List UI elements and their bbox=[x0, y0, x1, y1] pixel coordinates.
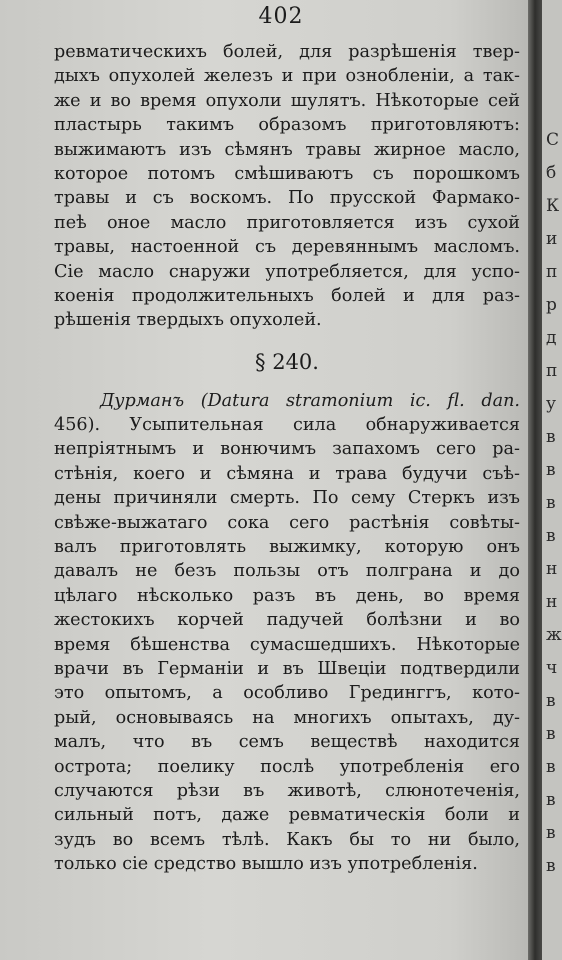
paragraph-2-line: жестокихъ корчей падучей болѣзни и во bbox=[54, 610, 520, 631]
next-page-char: в bbox=[546, 526, 556, 546]
paragraph-1-line: пеѣ оное масло приготовляется изъ сухой bbox=[54, 212, 520, 233]
paragraph-2-line: время бѣшенства сумасшедшихъ. Нѣкоторые bbox=[54, 634, 520, 655]
next-page-char: и bbox=[546, 229, 558, 249]
paragraph-1-line: рѣшенія твердыхъ опухолей. bbox=[54, 310, 322, 331]
next-page-char: ч bbox=[546, 658, 558, 678]
next-page-char: д bbox=[546, 328, 557, 348]
next-page-char: в bbox=[546, 856, 556, 876]
paragraph-2-line: валъ приготовлять выжимку, которую онъ bbox=[54, 537, 520, 558]
paragraph-2-line: это опытомъ, а особливо Грединггъ, кото- bbox=[54, 683, 520, 704]
paragraph-1-line: пластырь такимъ образомъ приготовляютъ: bbox=[54, 115, 520, 136]
paragraph-1-line: ревматическихъ болей, для разрѣшенія твер- bbox=[54, 42, 520, 62]
next-page-char: в bbox=[546, 691, 556, 711]
next-page-char: б bbox=[546, 163, 557, 183]
next-page-char: н bbox=[546, 592, 558, 612]
next-page-char: в bbox=[546, 427, 556, 447]
paragraph-2-line: зудъ во всемъ тѣлѣ. Какъ бы то ни было, bbox=[54, 829, 520, 850]
paragraph-2 bbox=[54, 413, 520, 876]
page-number: 402 bbox=[258, 4, 304, 29]
paragraph-2-line: сильный потъ, даже ревматическія боли и bbox=[54, 805, 520, 826]
paragraph-1-line: травы, настоенной съ деревяннымъ масломъ. bbox=[54, 237, 520, 258]
paragraph-1-line: которое потомъ смѣшиваютъ съ порошкомъ bbox=[54, 163, 520, 184]
paragraph-2-line: острота; поелику послѣ употребленія его bbox=[54, 756, 520, 777]
next-page-char: в bbox=[546, 790, 556, 810]
paragraph-2-line: цѣлаго нѣсколько разъ въ день, во время bbox=[54, 585, 520, 606]
paragraph-2-line: 456). Усыпительная сила обнаруживается bbox=[54, 415, 520, 436]
book-gutter bbox=[528, 0, 542, 960]
term-heading: Дурманъ (Datura stramonium ic. fl. dan. bbox=[100, 390, 520, 411]
paragraph-2-line: только сіе средство вышло изъ употребленія. bbox=[54, 854, 478, 875]
paragraph-1-line: же и во время опухоли шулятъ. Нѣкоторые сей bbox=[54, 90, 520, 111]
paragraph-2-line: рый, основываясь на многихъ опытахъ, ду- bbox=[54, 707, 520, 728]
paragraph-1-line: коенія продолжительныхъ болей и для раз- bbox=[54, 285, 520, 306]
paragraph-2-line: свѣже-выжатаго сока сего растѣнія совѣты- bbox=[54, 512, 520, 533]
paragraph-2-line: давалъ не безъ пользы отъ полграна и до bbox=[54, 561, 520, 582]
next-page-char: в bbox=[546, 493, 556, 513]
paragraph-2-line: дены причиняли смерть. По сему Стеркъ изъ bbox=[54, 488, 520, 509]
paragraph-2-first-line bbox=[54, 389, 520, 413]
paragraph-1-line: дыхъ опухолей железъ и при ознобленіи, а так- bbox=[54, 66, 520, 87]
paragraph-2-line: стѣнія, коего и сѣмяна и трава будучи съѣ- bbox=[54, 463, 520, 484]
paragraph-1 bbox=[54, 40, 520, 333]
next-page-char: С bbox=[546, 130, 560, 150]
paragraph-2-line: случаются рѣзи въ животѣ, слюнотеченія, bbox=[54, 780, 520, 801]
next-page-char: в bbox=[546, 757, 556, 777]
section-heading: § 240. bbox=[255, 349, 319, 374]
next-page-edge bbox=[542, 0, 562, 960]
paragraph-2-line: непріятнымъ и вонючимъ запахомъ сего ра- bbox=[54, 439, 520, 460]
paragraph-1-line: травы и съ воскомъ. По прусской Фармако- bbox=[54, 188, 520, 209]
next-page-char: п bbox=[546, 361, 558, 381]
next-page-char: в bbox=[546, 823, 556, 843]
page-text bbox=[54, 40, 520, 877]
paragraph-2-line: врачи въ Германіи и въ Швеціи подтвердили bbox=[54, 658, 520, 679]
next-page-char: К bbox=[546, 196, 560, 216]
next-page-char: ж bbox=[546, 625, 562, 645]
next-page-char: р bbox=[546, 295, 557, 315]
next-page-char: в bbox=[546, 460, 556, 480]
next-page-char: у bbox=[546, 394, 557, 414]
next-page-char: в bbox=[546, 724, 556, 744]
paragraph-2-line: малъ, что въ семъ веществѣ находится bbox=[54, 732, 520, 753]
paragraph-1-line: Сіе масло снаружи употребляется, для успо- bbox=[54, 261, 520, 282]
next-page-char: п bbox=[546, 262, 558, 282]
next-page-char: н bbox=[546, 559, 558, 579]
paragraph-1-line: выжимаютъ изъ сѣмянъ травы жирное масло, bbox=[54, 139, 520, 160]
